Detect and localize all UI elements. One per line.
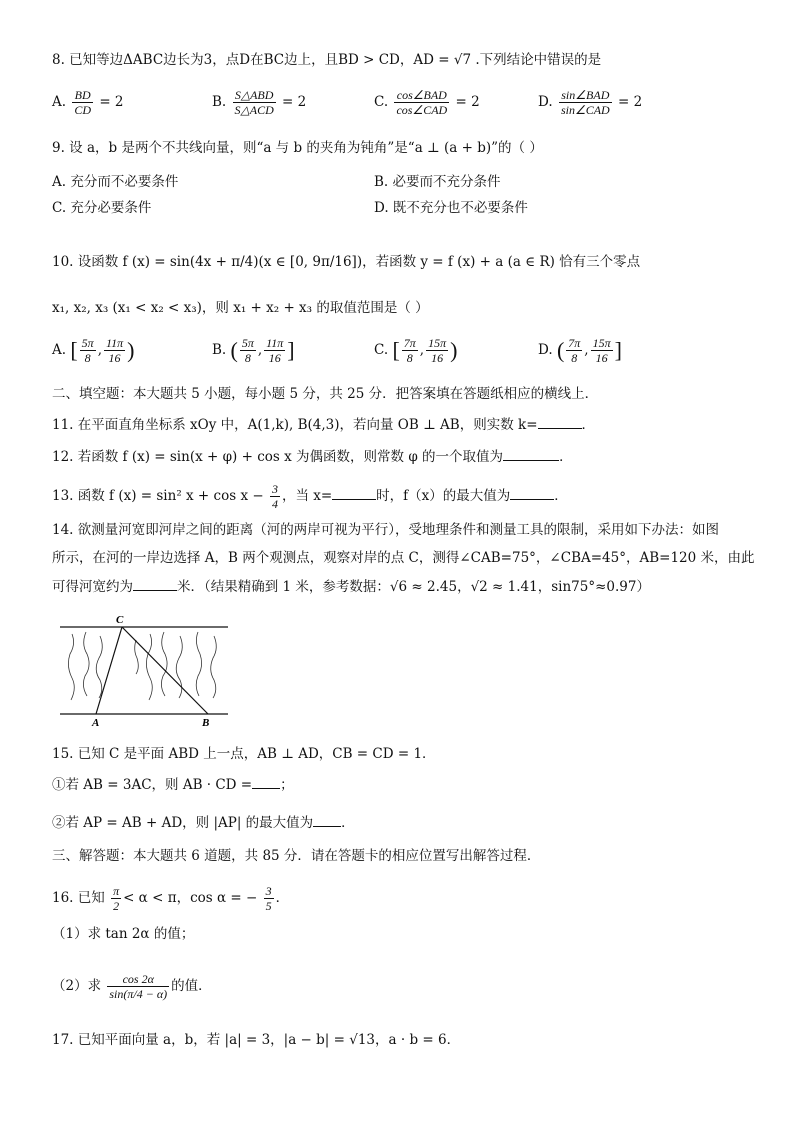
q15-line1: 15. 已知 C 是平面 ABD 上一点，AB ⊥ AD，CB = CD = 1．	[52, 746, 436, 762]
q9-option-a: A. 充分而不必要条件	[52, 174, 179, 190]
q9-option-d: D. 既不充分也不必要条件	[374, 200, 528, 216]
q15-blank-2[interactable]	[313, 812, 341, 827]
q10-stem-line2: x₁, x₂, x₃ (x₁ < x₂ < x₃)，则 x₁ + x₂ + x₃ 的取值范围是（ ）	[52, 300, 429, 316]
q10-option-c: C. [ $\frac{7\pi}{8}$ , $\frac{15\pi}{16}$ )	[374, 336, 458, 365]
q14-line2: 所示，在河的一岸边选择 A，B 两个观测点，观察对岸的点 C，测得∠CAB=75°，∠CBA=45°，AB=120 米，由此	[52, 550, 755, 566]
q9-stem: 9. 设 a，b 是两个不共线向量，则“a 与 b 的夹角为钝角”是“a ⊥ (a + b)”的（ ）	[52, 140, 543, 156]
section-3-heading: 三、解答题：本大题共 6 道题，共 85 分．请在答题卡的相应位置写出解答过程．	[52, 848, 541, 864]
q11: 11. 在平面直角坐标系 xOy 中，A(1,k), B(4,3)，若向量 OB ⊥ AB，则实数 k= ．	[52, 414, 595, 435]
q15-line3: ②若 AP = AB + AD，则 |AP| 的最大值为 ．	[52, 812, 355, 833]
q10-stem-line1: 10. 设函数 f (x) = sin(4x + π/4)(x ∈ [0, 9π/16])，若函数 y = f (x) + a (a ∈ R) 恰有三个零点	[52, 254, 641, 270]
q16-stem: 16. 已知 $\frac{\pi}{2}$ < α < π，cos α = − $\frac{3}{5}$ ．	[52, 884, 290, 913]
q8-option-a: A. $\frac{BD}{CD}$ = 2	[52, 88, 124, 117]
q10-option-b: B. ( $\frac{5\pi}{8}$ , $\frac{11\pi}{16}$ ]	[212, 336, 295, 365]
river-figure	[52, 610, 242, 730]
q11-blank[interactable]	[538, 414, 582, 429]
q8-stem: 8. 已知等边ΔABC边长为3，点D在BC边上，且BD > CD，AD = √7 .下列结论中错误的是	[52, 52, 602, 68]
q14-blank[interactable]	[133, 576, 177, 591]
q13-blank-max[interactable]	[510, 485, 554, 500]
section-2-heading: 二、填空题：本大题共 5 小题，每小题 5 分，共 25 分．把答案填在答题纸相应的横线上．	[52, 386, 599, 402]
q10-option-a: A. [ $\frac{5\pi}{8}$ , $\frac{11\pi}{16}$ )	[52, 336, 135, 365]
q13-blank-x[interactable]	[332, 485, 376, 500]
q10-option-d: D. ( $\frac{7\pi}{8}$ , $\frac{15\pi}{16}$ ]	[538, 336, 622, 365]
q16-part2: （2）求 $\frac{\cos 2\alpha}{\sin(\pi/4 - \alpha)}$ 的值．	[52, 972, 212, 1001]
q15-blank-1[interactable]	[252, 774, 280, 789]
point-a-label: A	[92, 717, 100, 729]
q8-option-d: D. $\frac{\text{sin∠BAD}}{\text{sin∠CAD}}$ = 2	[538, 88, 643, 117]
point-c-label: C	[116, 614, 124, 626]
q9-option-b: B. 必要而不充分条件	[374, 174, 501, 190]
q14-line3: 可得河宽约为 米．（结果精确到 1 米，参考数据：√6 ≈ 2.45，√2 ≈ 1.41，sin75°≈0.97）	[52, 576, 650, 597]
q13: 13. 函数 f (x) = sin² x + cos x − $\frac{3}{4}$ ，当 x= 时，f（x）的最大值为 ．	[52, 482, 568, 511]
q8-option-b: B. $\frac{\text{S△ABD}}{\text{S△ACD}}$ = 2	[212, 88, 307, 117]
q12-blank[interactable]	[503, 446, 559, 461]
q15-line2: ①若 AB = 3AC，则 AB · CD = ；	[52, 774, 294, 795]
q16-part1: （1）求 tan 2α 的值；	[52, 926, 195, 942]
q14-line1: 14. 欲测量河宽即河岸之间的距离（河的两岸可视为平行），受地理条件和测量工具的限制，采用如下办法：如图	[52, 522, 720, 538]
point-b-label: B	[202, 717, 210, 729]
q8-option-c: C. $\frac{\text{cos∠BAD}}{\text{cos∠CAD}}$ = 2	[374, 88, 480, 117]
q17-stem: 17. 已知平面向量 a，b，若 |a| = 3，|a − b| = √13，a · b = 6．	[52, 1032, 461, 1048]
q12: 12. 若函数 f (x) = sin(x + φ) + cos x 为偶函数，则常数 φ 的一个取值为 ．	[52, 446, 573, 467]
q9-option-c: C. 充分必要条件	[52, 200, 152, 216]
